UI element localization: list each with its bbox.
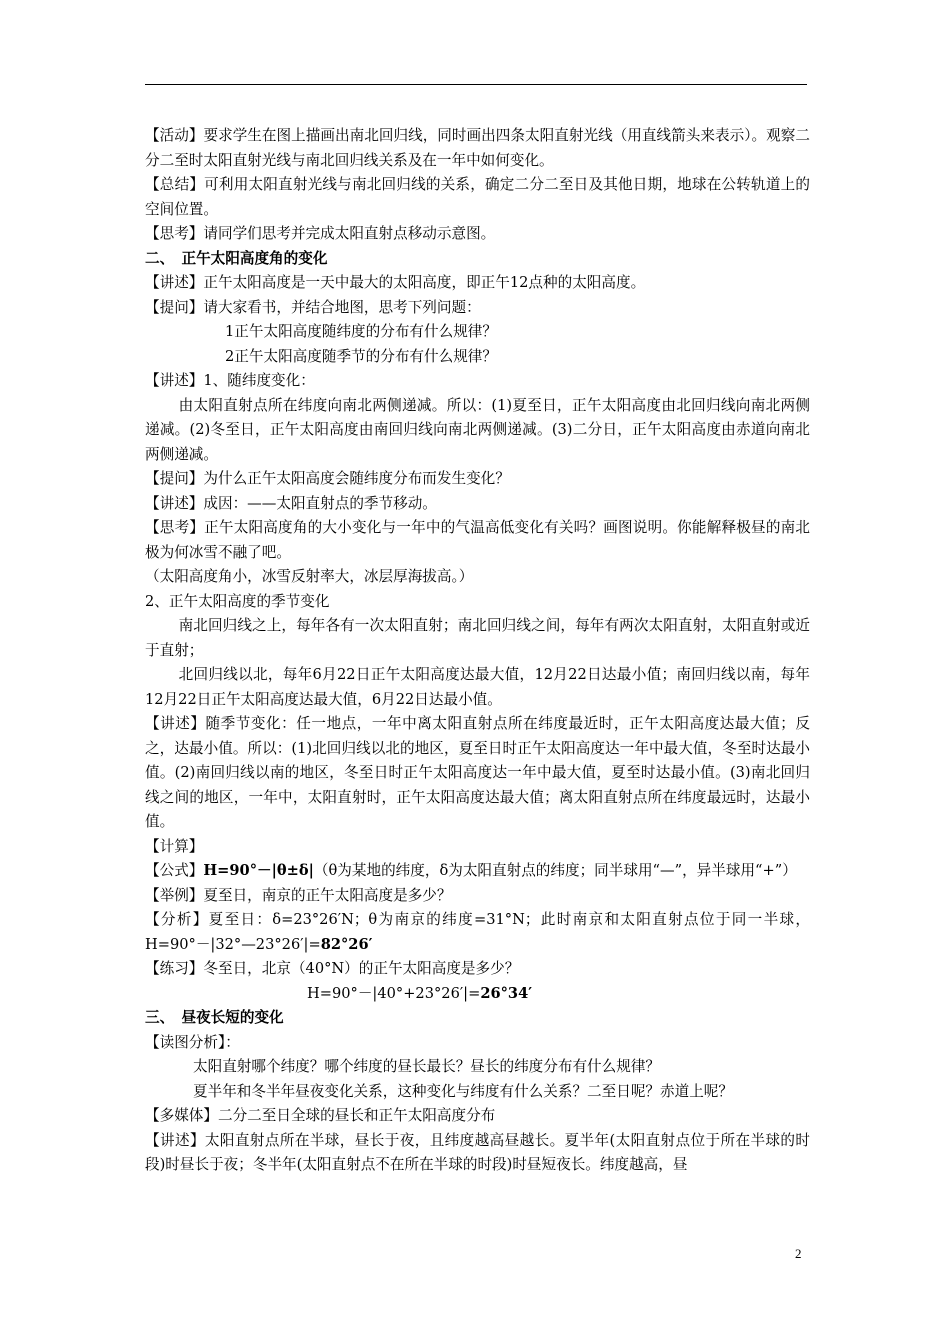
read-question-1: 太阳直射哪个纬度？哪个纬度的昼长最长？昼长的纬度分布有什么规律？ bbox=[193, 1058, 661, 1075]
question-2: 2正午太阳高度随季节的分布有什么规律？ bbox=[225, 347, 497, 365]
exercise-calc-text: H=90°－|40°+23°26′|= bbox=[307, 984, 481, 1002]
paragraph-lecture-season: 【讲述】随季节变化：任一地点，一年中离太阳直射点所在纬度最近时，正午太阳高度达最大值；反之，达最小值。所以：(1)北回归线以北的地区，夏至日时正午太阳高度达一年中最大值，冬至时达最小值。(2)南回归线以南的地区，冬至日时正午太阳高度达一年中最大值，夏至时达最小值。(3)南北回归线之间的地区，一年中，太阳直射时，正午太阳高度达最大值；离太阳直射点所在纬度最远时，达最小值。 bbox=[145, 715, 810, 830]
paragraph-lecture-definition: 【讲述】正午太阳高度是一天中最大的太阳高度，即正午12点种的太阳高度。 bbox=[145, 274, 646, 291]
paragraph-think-answer: （太阳高度角小，冰雪反射率大，冰层厚海拔高。） bbox=[145, 568, 474, 585]
section-heading-3: 三、 昼夜长短的变化 bbox=[145, 1009, 284, 1026]
header-rule bbox=[145, 84, 807, 85]
formula-note: （θ为某地的纬度，δ为太阳直射点的纬度；同半球用“—”，异半球用“+”） bbox=[313, 862, 797, 879]
paragraph-lecture-cause: 【讲述】成因：——太阳直射点的季节移动。 bbox=[145, 494, 437, 512]
read-question-2: 夏半年和冬半年昼夜变化关系，这种变化与纬度有什么关系？二至日呢？赤道上呢？ bbox=[193, 1082, 733, 1100]
paragraph-question-intro: 【提问】请大家看书，并结合地图，思考下列问题： bbox=[145, 298, 481, 316]
paragraph-latitude-detail: 由太阳直射点所在纬度向南北两侧递减。所以：(1)夏至日，正午太阳高度由北回归线向南北两侧递减。(2)冬至日，正午太阳高度由南回归线向南北两侧递减。(3)二分日，正午太阳高度由赤道向南北两侧递减。 bbox=[145, 396, 810, 463]
subheading-seasonal: 2、正午太阳高度的季节变化 bbox=[145, 592, 330, 610]
paragraph-tropics: 南北回归线之上，每年各有一次太阳直射；南北回归线之间，每年有两次太阳直射，太阳直射或近于直射； bbox=[145, 617, 810, 659]
section-heading-2: 二、 正午太阳高度角的变化 bbox=[145, 249, 328, 267]
paragraph-analysis bbox=[145, 908, 810, 957]
paragraph-lecture-latitude: 【讲述】1、随纬度变化： bbox=[145, 372, 315, 389]
paragraph-read-figure: 【读图分析】： bbox=[145, 1033, 240, 1051]
paragraph-think-temperature: 【思考】正午太阳高度角的大小变化与一年中的气温高低变化有关吗？画图说明。你能解释极昼的南北极为何冰雪不融了吧。 bbox=[145, 519, 810, 561]
question-1: 1正午太阳高度随纬度的分布有什么规律？ bbox=[225, 323, 497, 340]
formula-expression: H=90°－|θ±δ| bbox=[203, 862, 314, 879]
paragraph-activity: 【活动】要求学生在图上描画出南北回归线，同时画出四条太阳直射光线（用直线箭头来表示）。观察二分二至时太阳直射光线与南北回归线关系及在一年中如何变化。 bbox=[145, 127, 810, 169]
exercise-calc-result: 26°34′ bbox=[480, 984, 533, 1002]
paragraph-question-why: 【提问】为什么正午太阳高度会随纬度分布而发生变化？ bbox=[145, 470, 510, 487]
document-body bbox=[145, 124, 810, 1178]
paragraph-think: 【思考】请同学们思考并完成太阳直射点移动示意图。 bbox=[145, 225, 496, 242]
paragraph-calc-label: 【计算】 bbox=[145, 837, 204, 855]
paragraph-summary: 【总结】可利用太阳直射光线与南北回归线的关系，确定二分二至日及其他日期，地球在公转轨道上的空间位置。 bbox=[145, 176, 810, 218]
analysis-text: 【分析】夏至日：δ=23°26′N；θ为南京的纬度=31°N；此时南京和太阳直射点位于同一半球，H=90°－|32°—23°26′|= bbox=[145, 911, 810, 953]
page-number: 2 bbox=[795, 1246, 802, 1261]
paragraph-multimedia: 【多媒体】二分二至日全球的昼长和正午太阳高度分布 bbox=[145, 1107, 496, 1124]
analysis-result: 82°26′ bbox=[320, 935, 373, 953]
paragraph-exercise-calc bbox=[145, 982, 810, 1007]
paragraph-exercise: 【练习】冬至日，北京（40°N）的正午太阳高度是多少？ bbox=[145, 960, 520, 977]
formula-label: 【公式】 bbox=[145, 862, 204, 879]
paragraph-example: 【举例】夏至日，南京的正午太阳高度是多少？ bbox=[145, 886, 452, 904]
paragraph-formula bbox=[145, 859, 810, 884]
paragraph-lecture-daylength: 【讲述】太阳直射点所在半球，昼长于夜，且纬度越高昼越长。夏半年(太阳直射点位于所在半球的时段)时昼长于夜；冬半年(太阳直射点不在所在半球的时段)时昼短夜长。纬度越高，昼 bbox=[145, 1131, 810, 1173]
paragraph-north-south: 北回归线以北，每年6月22日正午太阳高度达最大值，12月22日达最小值；南回归线以南，每年12月22日正午太阳高度达最大值，6月22日达最小值。 bbox=[145, 666, 810, 708]
